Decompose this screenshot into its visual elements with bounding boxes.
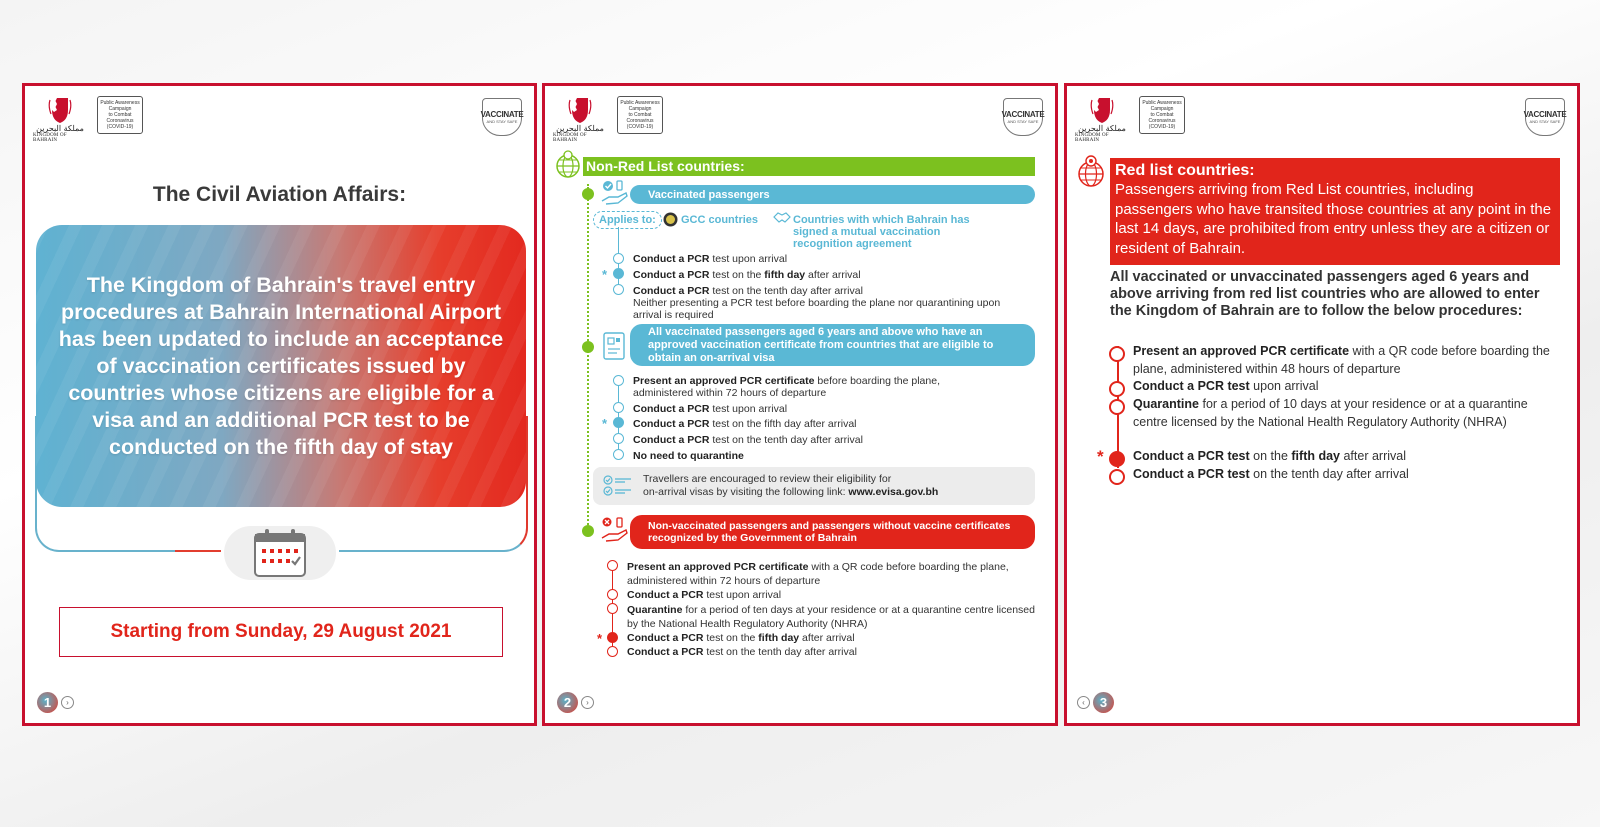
step-marker xyxy=(613,375,624,386)
page-number: 3 xyxy=(1093,692,1114,713)
logo-english-text: KINGDOM OF BAHRAIN xyxy=(1075,133,1109,143)
header-logos xyxy=(553,96,663,143)
bahrain-emblem-icon xyxy=(48,96,72,124)
certificate-icon xyxy=(602,331,630,363)
visa-eligible-text: All vaccinated passengers aged 6 years and above who have an approved vaccination certificate from countries that are eligible to obtain an on-arrival visa xyxy=(648,325,994,364)
campaign-line: (COVID-19) xyxy=(1148,124,1176,130)
bahrain-emblem xyxy=(1075,96,1129,143)
divider-red xyxy=(175,550,225,552)
step-marker-highlight xyxy=(613,417,624,428)
slide-3 xyxy=(1064,83,1580,726)
step-marker-highlight xyxy=(613,268,624,279)
info-line-1: Travellers are encouraged to review their eligibility for xyxy=(643,473,892,485)
start-date-box xyxy=(59,607,503,657)
calendar-badge xyxy=(221,523,339,583)
badge-title: VACCINATE xyxy=(1001,110,1045,119)
timeline-dot xyxy=(582,188,594,200)
step-item: Present an approved PCR certificate with a QR code before boarding the plane, administered within 48 hours of departure xyxy=(1133,344,1550,376)
vaccinated-passengers-label xyxy=(630,185,1035,204)
badge-subtitle: AND STAY SAFE xyxy=(1007,119,1039,124)
step-marker xyxy=(1109,381,1125,397)
logo-english-text: KINGDOM OF BAHRAIN xyxy=(33,133,67,143)
gcc-countries-text: GCC countries xyxy=(681,214,759,226)
header-logos xyxy=(1075,96,1185,143)
step-item: Conduct a PCR test upon arrival xyxy=(633,403,788,415)
logo-arabic-text: مملكة البحرين xyxy=(1078,124,1126,133)
page-title: The Civil Aviation Affairs: xyxy=(152,183,407,206)
step-marker xyxy=(613,402,624,413)
campaign-line: Coronavirus xyxy=(106,118,134,124)
next-arrow-icon[interactable]: › xyxy=(61,696,74,709)
step-item: Present an approved PCR certificate before boarding the plane, administered within 72 hours of departure xyxy=(633,375,940,399)
calendar-icon xyxy=(253,528,307,578)
step-marker xyxy=(607,560,618,571)
visa-eligible-label xyxy=(630,324,1035,366)
non-vaccinated-text: Non-vaccinated passengers and passengers without vaccine certificates recognized by the Government of Bahrain xyxy=(648,520,1011,544)
vaccinated-hand-icon xyxy=(600,179,630,207)
page-indicator xyxy=(557,692,594,713)
step-marker-highlight xyxy=(607,632,618,643)
step-item: Conduct a PCR test on the fifth day after arrival xyxy=(633,269,861,281)
vaccinate-badge xyxy=(1003,98,1043,136)
step-marker-highlight xyxy=(1109,451,1125,467)
hero-banner xyxy=(36,225,526,507)
gcc-icon xyxy=(663,212,678,227)
step-marker xyxy=(613,284,624,295)
campaign-line: Public Awareness xyxy=(1142,100,1182,106)
step-item: Conduct a PCR test upon arrival xyxy=(1133,379,1319,393)
divider-blue xyxy=(355,550,405,552)
red-list-box xyxy=(1110,158,1560,265)
badge-title: VACCINATE xyxy=(480,110,524,119)
campaign-line: Campaign xyxy=(108,106,132,112)
campaign-line: to Combat xyxy=(1150,112,1174,118)
campaign-box xyxy=(1139,96,1185,134)
step-item: Conduct a PCR test on the fifth day after arrival xyxy=(1133,449,1406,463)
star-mark: * xyxy=(597,631,603,646)
step-item: Present an approved PCR certificate with a QR code before boarding the plane, administered within 72 hours of departure xyxy=(627,561,1009,587)
group1-note: Neither presenting a PCR test before boarding the plane nor quarantining upon arrival is required xyxy=(633,297,1001,321)
step-item: Quarantine for a period of 10 days at your residence or at a quarantine centre licensed by the National Health Regulatory Authority (NHRA) xyxy=(1133,397,1528,429)
campaign-line: to Combat xyxy=(628,112,652,118)
logo-arabic-text: مملكة البحرين xyxy=(556,124,604,133)
red-list-description: Passengers arriving from Red List countries, including passengers who have transited those countries at any point in the last 14 days, are prohibited from entry unless they are a citizen or resident of Bahrain. xyxy=(1115,181,1552,257)
vaccinated-label-text: Vaccinated passengers xyxy=(648,188,770,201)
non-vaccinated-label xyxy=(630,515,1035,549)
star-mark: * xyxy=(602,416,608,431)
evisa-link[interactable]: www.evisa.gov.bh xyxy=(848,486,939,498)
campaign-line: (COVID-19) xyxy=(626,124,654,130)
campaign-line: Public Awareness xyxy=(620,100,660,106)
header-logos xyxy=(33,96,143,143)
badge-subtitle: AND STAY SAFE xyxy=(1529,119,1561,124)
procedures-lead: All vaccinated or unvaccinated passengers aged 6 years and above arriving from red list countries who are allowed to enter the Kingdom of Bahrain are to follow the below procedures: xyxy=(1110,269,1540,319)
step-marker xyxy=(607,603,618,614)
logo-arabic-text: مملكة البحرين xyxy=(36,124,84,133)
step-item: Conduct a PCR test on the tenth day after arrival xyxy=(633,434,863,446)
step-item: Conduct a PCR test upon arrival xyxy=(633,253,788,265)
star-mark: * xyxy=(602,267,608,282)
campaign-line: (COVID-19) xyxy=(106,124,134,130)
page-number: 2 xyxy=(557,692,578,713)
step-marker xyxy=(607,589,618,600)
timeline-dot xyxy=(582,341,594,353)
step-marker xyxy=(613,449,624,460)
step-marker xyxy=(1109,399,1125,415)
vaccinate-badge xyxy=(482,98,522,136)
checklist-icon xyxy=(603,475,633,497)
bahrain-emblem xyxy=(553,96,607,143)
bahrain-emblem-icon xyxy=(568,96,592,124)
step-marker xyxy=(1109,346,1125,362)
timeline-dot xyxy=(582,525,594,537)
page-indicator xyxy=(1077,692,1114,713)
campaign-line: Campaign xyxy=(1150,106,1174,112)
campaign-line: Campaign xyxy=(628,106,652,112)
bahrain-emblem-icon xyxy=(1090,96,1114,124)
bahrain-emblem xyxy=(33,96,87,143)
hero-text: The Kingdom of Bahrain's travel entry procedures at Bahrain International Airport has been updated to include an acceptance of vaccination certificates issued by countries whose citizens are eligible for a visa and an additional PCR test to be conducted on the fifth day of stay xyxy=(58,272,504,459)
campaign-box xyxy=(97,96,143,134)
step-item: Conduct a PCR test on the tenth day after arrival xyxy=(627,646,857,658)
step-item: Quarantine for a period of ten days at your residence or at a quarantine centre licensed by the National Health Regulatory Authority (NHRA) xyxy=(627,604,1035,630)
step-marker xyxy=(613,433,624,444)
step-marker xyxy=(607,646,618,657)
badge-subtitle: AND STAY SAFE xyxy=(486,119,518,124)
badge-title: VACCINATE xyxy=(1523,110,1567,119)
step-item: No need to quarantine xyxy=(633,450,744,462)
step-item: Conduct a PCR test on the tenth day after arrival xyxy=(1133,467,1409,481)
applies-to-label: Applies to: xyxy=(593,211,662,229)
logo-english-text: KINGDOM OF BAHRAIN xyxy=(553,133,587,143)
next-arrow-icon[interactable]: › xyxy=(581,696,594,709)
page-number: 1 xyxy=(37,692,58,713)
campaign-line: Public Awareness xyxy=(100,100,140,106)
red-list-heading: Red list countries: xyxy=(1115,162,1255,179)
globe-icon xyxy=(554,150,582,180)
slide-2 xyxy=(542,83,1058,726)
unvaccinated-hand-icon xyxy=(600,516,630,544)
info-line-2: on-arrival visas by visiting the following link: www.evisa.gov.bh xyxy=(643,486,939,498)
campaign-line: Coronavirus xyxy=(626,118,654,124)
red-globe-icon xyxy=(1077,154,1105,188)
prev-arrow-icon[interactable]: ‹ xyxy=(1077,696,1090,709)
star-mark: * xyxy=(1097,447,1104,466)
campaign-line: to Combat xyxy=(108,112,132,118)
handshake-icon xyxy=(773,211,791,225)
step-item: Conduct a PCR test on the fifth day after arrival xyxy=(633,418,857,430)
step-item: Conduct a PCR test upon arrival xyxy=(627,589,782,601)
step-marker xyxy=(1109,469,1125,485)
start-date-text: Starting from Sunday, 29 August 2021 xyxy=(110,621,452,642)
non-red-list-heading: Non-Red List countries: xyxy=(583,157,1035,176)
evisa-info-box xyxy=(593,467,1035,505)
mutual-agreement-text: Countries with which Bahrain has signed a mutual vaccination recognition agreement xyxy=(793,214,970,250)
page-indicator xyxy=(37,692,74,713)
step-item: Conduct a PCR test on the tenth day after arrival xyxy=(633,285,863,297)
timeline-line xyxy=(587,184,589,529)
vaccinate-badge xyxy=(1525,98,1565,136)
step-marker xyxy=(613,253,624,264)
slide-1 xyxy=(22,83,537,726)
step-item: Conduct a PCR test on the fifth day after arrival xyxy=(627,632,855,644)
campaign-line: Coronavirus xyxy=(1148,118,1176,124)
campaign-box xyxy=(617,96,663,134)
